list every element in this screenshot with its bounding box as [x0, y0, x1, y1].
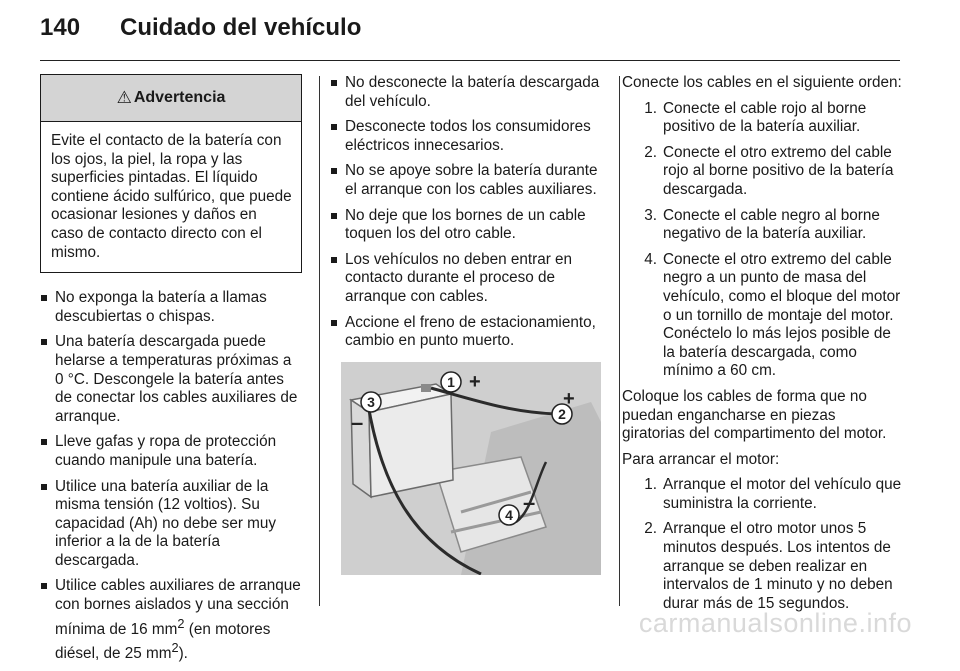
list-item: 1. Arranque el motor del vehículo que suministra la corriente. [644, 476, 902, 512]
column-2 [330, 74, 604, 358]
precautions-list [40, 289, 302, 664]
warning-text: Evite el contacto de la batería con los ojos, la piel, la ropa y las superficies pintadas. El líquido contiene ácido sulfúrico, que puede ocasionar lesiones y daños en caso de contacto directo con el mismo. [51, 132, 292, 261]
superscript: 2 [177, 615, 185, 631]
cable-spec-text: Utilice cables auxiliares de arranque con bornes aislados y una sección mínima de 16 mm [55, 577, 301, 638]
header-rule [40, 60, 900, 61]
plus-sign: + [563, 388, 575, 410]
list-item: Desconecte todos los consumidores eléctricos innecesarios. [330, 118, 604, 155]
list-item: Utilice una batería auxiliar de la misma tensión (12 voltios). Su capacidad (Ah) no debe ser muy inferior a la de la batería descargada. [40, 478, 302, 571]
column-1 [40, 74, 302, 671]
minus-sign: – [351, 410, 364, 435]
list-item: 3. Conecte el cable negro al borne negativo de la batería auxiliar. [644, 206, 880, 243]
marker-label-1: 1 [447, 374, 455, 390]
list-item: Los vehículos no deben entrar en contacto durante el proceso de arranque con cables. [330, 251, 604, 307]
list-item: 2. Conecte el otro extremo del cable rojo al borne positivo de la batería descargada. [644, 143, 894, 198]
warning-title-bar [41, 75, 301, 122]
warning-box [40, 74, 302, 273]
column-divider-1 [319, 76, 320, 606]
column-divider-2 [619, 76, 620, 606]
watermark: carmanualsonline.info [638, 608, 912, 638]
list-item: Una batería descargada puede helarse a temperaturas próximas a 0 °C. Descongele la batería antes de conectar los cables auxiliares de arranque. [40, 333, 302, 426]
marker-label-4: 4 [505, 507, 513, 523]
list-item: No desconecte la batería descargada del vehículo. [330, 74, 604, 111]
start-intro: Para arrancar el motor: [622, 450, 780, 468]
list-item: 2. Arranque el otro motor unos 5 minutos después. Los intentos de arranque se deben realizar en intervalos de 1 minuto y no deben durar más de 15 segundos. [644, 520, 893, 612]
list-item: Lleve gafas y ropa de protección cuando manipule una batería. [40, 433, 302, 470]
list-item: 1. Conecte el cable rojo al borne positivo de la batería auxiliar. [644, 99, 867, 136]
warning-triangle-icon: ⚠ [116, 87, 132, 107]
list-item: No deje que los bornes de un cable toquen los del otro cable. [330, 207, 604, 244]
plus-sign: + [469, 371, 481, 393]
engine-bay-drawing [341, 362, 601, 575]
page-header [40, 14, 361, 54]
jump-start-illustration [341, 362, 601, 575]
marker-label-2: 2 [558, 406, 566, 422]
list-item: Accione el freno de estacionamiento, cambio en punto muerto. [330, 314, 604, 351]
list-item [40, 577, 302, 664]
list-item: No se apoye sobre la batería durante el arranque con los cables auxiliares. [330, 162, 604, 199]
connection-steps [622, 100, 902, 381]
start-steps [622, 476, 902, 613]
minus-sign: – [523, 490, 536, 515]
cable-spec-text: ). [178, 645, 188, 663]
cable-routing-note: Coloque los cables de forma que no puedan engancharse en piezas giratorias del compartimento del motor. [622, 387, 887, 443]
connection-intro: Conecte los cables en el siguiente orden: [622, 74, 902, 91]
page-title: Cuidado del vehículo [120, 14, 362, 41]
marker-label-3: 3 [367, 394, 375, 410]
precautions-list-2 [330, 74, 604, 351]
cable-spec-text: (en motores diésel, de 25 mm [55, 620, 271, 663]
page-number: 140 [40, 14, 81, 41]
warning-title: Advertencia [133, 88, 226, 106]
list-item: No exponga la batería a llamas descubiertas o chispas. [40, 289, 302, 326]
column-3 [622, 74, 902, 620]
superscript: 2 [171, 640, 179, 656]
list-item: 4. Conecte el otro extremo del cable negro a un punto de masa del vehículo, como el bloque del motor o un tornillo de montaje del motor. Conéctelo lo más lejos posible de la batería descargada, como mínimo a 60 cm. [644, 250, 901, 380]
